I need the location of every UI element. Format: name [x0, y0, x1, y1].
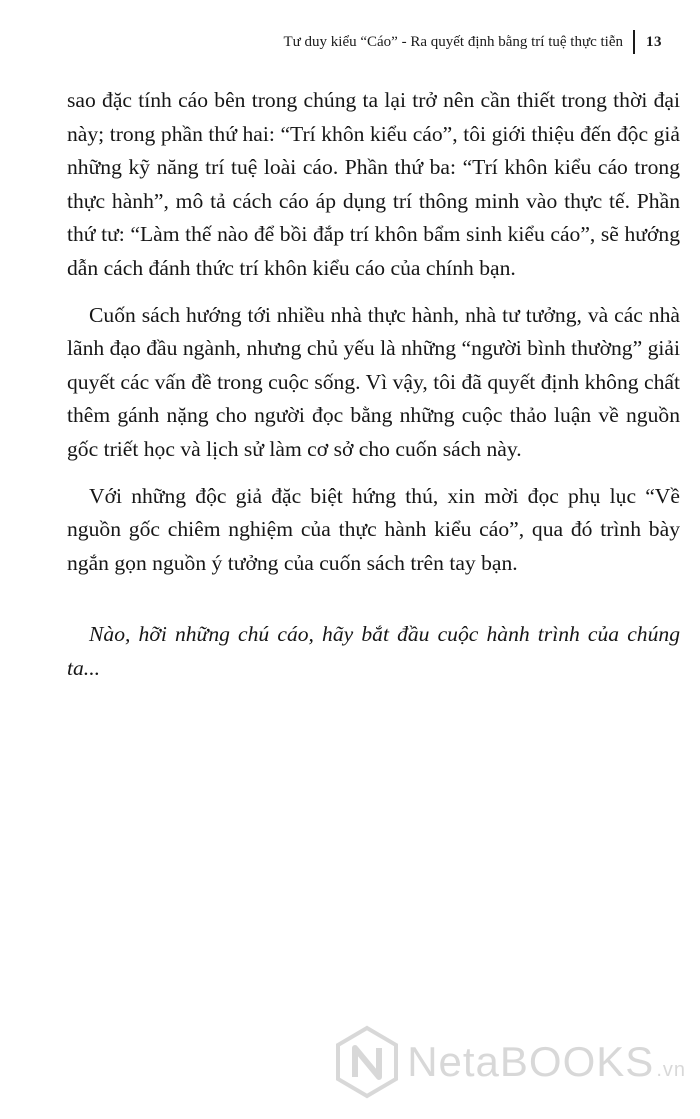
header-divider	[633, 30, 635, 54]
watermark-brand-name: NetaBOOKS	[407, 1038, 655, 1085]
paragraph-appendix: Với những độc giả đặc biệt hứng thú, xin mời đọc phụ lục “Về nguồn gốc chiêm nghiệm của thực hành kiểu cáo”, qua đó trình bày ngắn gọn nguồn ý tưởng của cuốn sách trên tay bạn.	[67, 483, 680, 575]
watermark-domain: .vn	[656, 1059, 686, 1081]
watermark	[335, 1025, 686, 1099]
closing-line: Nào, hỡi những chú cáo, hãy bắt đầu cuộc hành trình của chúng ta...	[67, 622, 680, 680]
watermark-brand	[407, 1038, 686, 1086]
header-title: Tư duy kiểu “Cáo” - Ra quyết định bằng trí tuệ thực tiễn	[283, 33, 623, 50]
paragraph-audience: Cuốn sách hướng tới nhiều nhà thực hành, nhà tư tưởng, và các nhà lãnh đạo đầu ngành, nhưng chủ yếu là những “người bình thường” giải quyết các vấn đề trong cuộc sống. Vì vậy, tôi đã quyết định không chất thêm gánh nặng cho người đọc bằng những cuộc thảo luận về nguồn gốc triết học và lịch sử làm cơ sở cho cuốn sách này.	[67, 302, 680, 461]
body-text	[67, 84, 680, 699]
netabooks-logo-icon	[335, 1025, 399, 1099]
paragraph-continuation: sao đặc tính cáo bên trong chúng ta lại trở nên cần thiết trong thời đại này; trong phần thứ hai: “Trí khôn kiểu cáo”, tôi giới thiệu đến độc giả những kỹ năng trí tuệ loài cáo. Phần thứ ba: “Trí khôn kiểu cáo trong thực hành”, mô tả cách cáo áp dụng trí thông minh vào thực tế. Phần thứ tư: “Làm thế nào để bồi đắp trí khôn bẩm sinh kiểu cáo”, sẽ hướng dẫn cách đánh thức trí khôn kiểu cáo của chính bạn.	[67, 88, 680, 280]
running-header	[283, 30, 662, 54]
page-number: 13	[646, 33, 662, 50]
